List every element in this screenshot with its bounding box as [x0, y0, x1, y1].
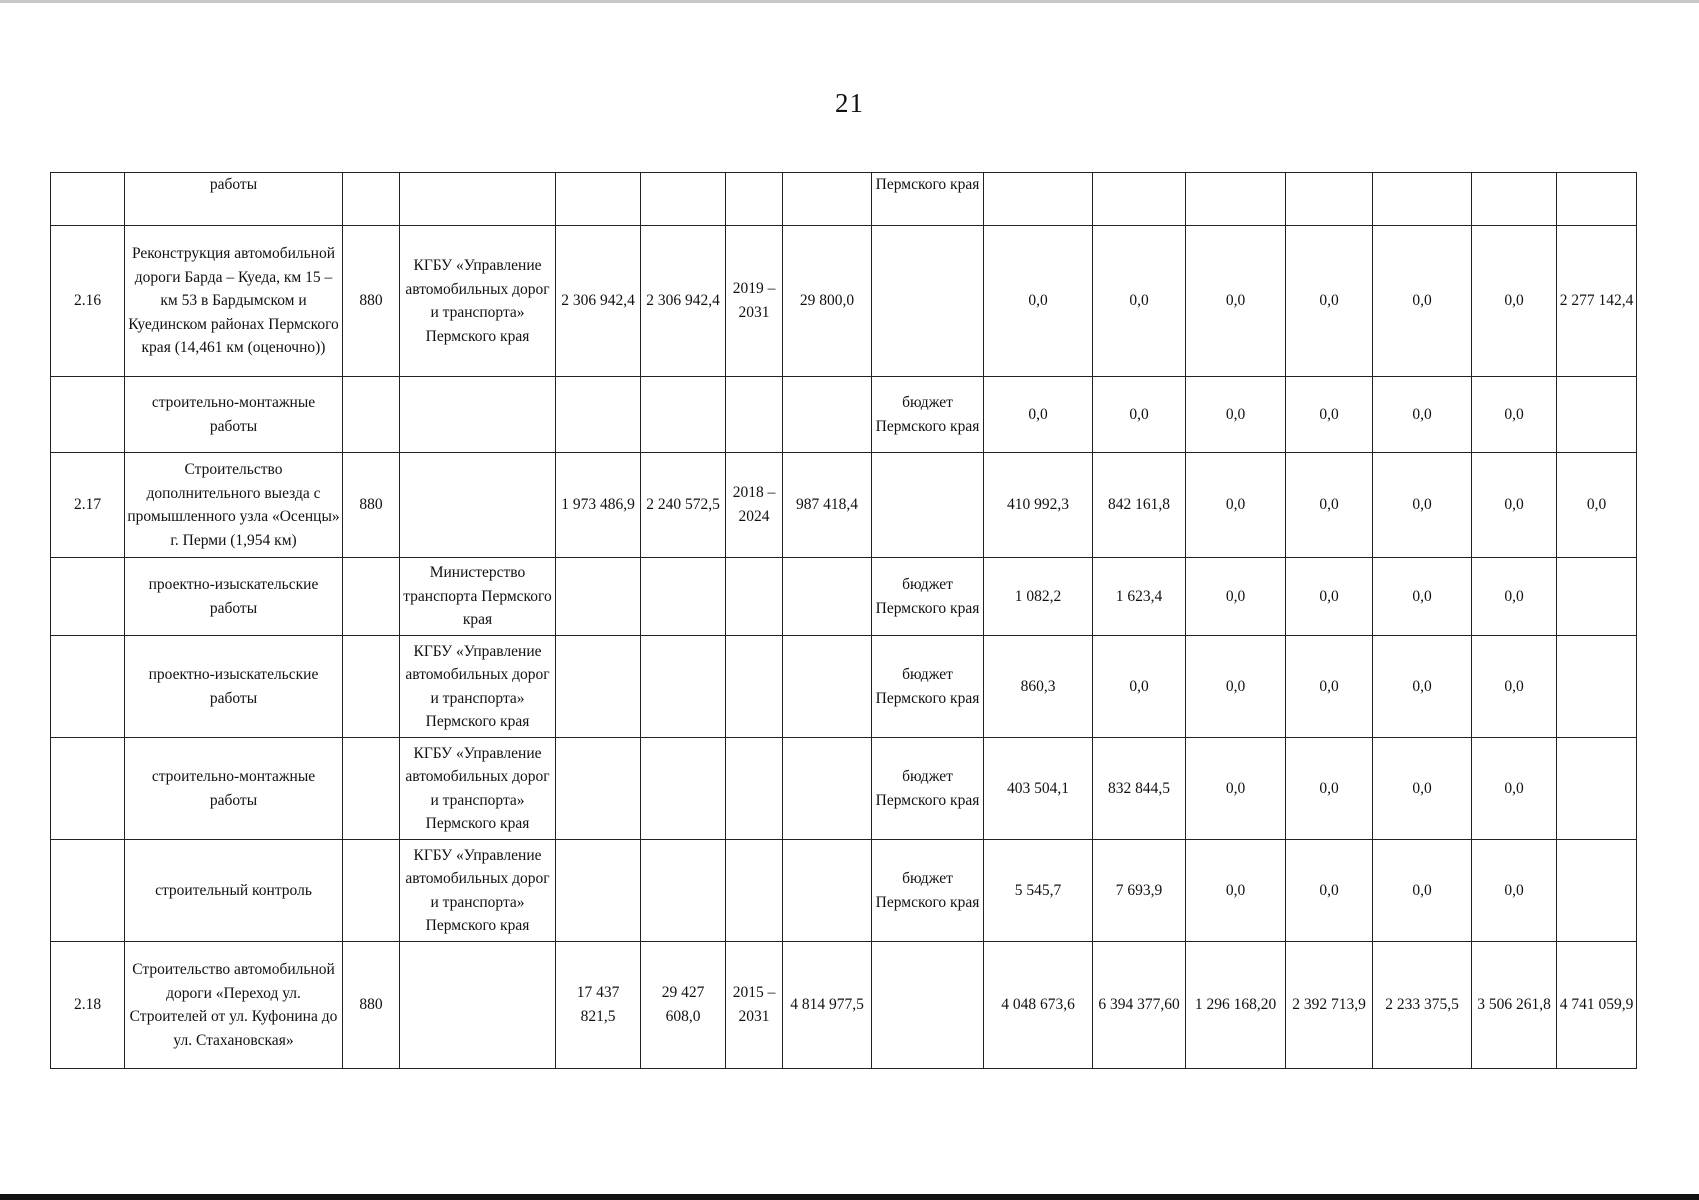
- cell-y7: [1557, 840, 1637, 942]
- page-top-edge: [0, 0, 1699, 3]
- cell-source: бюджет Пермского края: [872, 738, 984, 840]
- budget-table: [50, 172, 1637, 1069]
- cell-prev: [783, 840, 872, 942]
- cell-num: 2.18: [51, 942, 125, 1069]
- cell-y6: 0,0: [1472, 738, 1557, 840]
- cell-cost2: [641, 840, 726, 942]
- cell-source: бюджет Пермского края: [872, 840, 984, 942]
- cell-cost1: [556, 558, 641, 636]
- cell-y2: 0,0: [1093, 377, 1186, 453]
- cell-num: [51, 377, 125, 453]
- cell-y1: 410 992,3: [984, 453, 1093, 558]
- cell-y5: 0,0: [1373, 377, 1472, 453]
- table-row: [51, 942, 1637, 1069]
- cell-y2: 832 844,5: [1093, 738, 1186, 840]
- table-row: [51, 453, 1637, 558]
- cell-y7: [1557, 377, 1637, 453]
- cell-y7: [1557, 738, 1637, 840]
- cell-y1: [984, 173, 1093, 226]
- cell-y3: 0,0: [1186, 226, 1286, 377]
- cell-customer: КГБУ «Управление автомобильных дорог и транспорта» Пермского края: [400, 840, 556, 942]
- cell-y7: [1557, 173, 1637, 226]
- cell-y3: [1186, 173, 1286, 226]
- table-row: [51, 558, 1637, 636]
- cell-cost1: [556, 173, 641, 226]
- cell-num: [51, 558, 125, 636]
- cell-y6: 0,0: [1472, 453, 1557, 558]
- cell-y4: 0,0: [1286, 377, 1373, 453]
- cell-y2: 7 693,9: [1093, 840, 1186, 942]
- cell-code: [343, 173, 400, 226]
- cell-source: бюджет Пермского края: [872, 558, 984, 636]
- cell-source: [872, 453, 984, 558]
- cell-source: [872, 226, 984, 377]
- cell-customer: [400, 173, 556, 226]
- cell-name: проектно-изыскательские работы: [125, 636, 343, 738]
- cell-cost1: 1 973 486,9: [556, 453, 641, 558]
- table-row: [51, 226, 1637, 377]
- cell-cost1: [556, 377, 641, 453]
- page-number: 21: [835, 88, 864, 118]
- cell-cost1: [556, 840, 641, 942]
- cell-source: Пермского края: [872, 173, 984, 226]
- table-row: [51, 636, 1637, 738]
- cell-name: Строительство автомобильной дороги «Переход ул. Строителей от ул. Куфонина до ул. Стахановская»: [125, 942, 343, 1069]
- cell-y5: 0,0: [1373, 453, 1472, 558]
- cell-source: бюджет Пермского края: [872, 377, 984, 453]
- cell-y1: 5 545,7: [984, 840, 1093, 942]
- cell-y4: 0,0: [1286, 558, 1373, 636]
- cell-num: [51, 738, 125, 840]
- cell-y5: 0,0: [1373, 226, 1472, 377]
- table-row: [51, 738, 1637, 840]
- cell-customer: КГБУ «Управление автомобильных дорог и транспорта» Пермского края: [400, 636, 556, 738]
- cell-customer: Министерство транспорта Пермского края: [400, 558, 556, 636]
- cell-y1: 4 048 673,6: [984, 942, 1093, 1069]
- cell-cost2: 2 240 572,5: [641, 453, 726, 558]
- cell-customer: КГБУ «Управление автомобильных дорог и транспорта» Пермского края: [400, 738, 556, 840]
- cell-name: Строительство дополнительного выезда с промышленного узла «Осенцы» г. Перми (1,954 км): [125, 453, 343, 558]
- cell-y3: 1 296 168,20: [1186, 942, 1286, 1069]
- cell-y5: 0,0: [1373, 558, 1472, 636]
- cell-y4: 0,0: [1286, 453, 1373, 558]
- cell-y3: 0,0: [1186, 377, 1286, 453]
- cell-cost1: [556, 636, 641, 738]
- cell-customer: [400, 453, 556, 558]
- cell-num: [51, 840, 125, 942]
- cell-period: [726, 636, 783, 738]
- cell-name: работы: [125, 173, 343, 226]
- cell-customer: [400, 377, 556, 453]
- cell-y2: 0,0: [1093, 226, 1186, 377]
- cell-cost2: [641, 558, 726, 636]
- cell-y1: 0,0: [984, 377, 1093, 453]
- cell-name: строительно-монтажные работы: [125, 738, 343, 840]
- cell-code: [343, 636, 400, 738]
- cell-y4: 2 392 713,9: [1286, 942, 1373, 1069]
- cell-y2: 0,0: [1093, 636, 1186, 738]
- cell-num: [51, 636, 125, 738]
- cell-cost2: [641, 636, 726, 738]
- cell-y5: 0,0: [1373, 840, 1472, 942]
- cell-prev: [783, 377, 872, 453]
- cell-y1: 403 504,1: [984, 738, 1093, 840]
- cell-y4: [1286, 173, 1373, 226]
- cell-y1: 1 082,2: [984, 558, 1093, 636]
- cell-customer: [400, 942, 556, 1069]
- cell-y2: 842 161,8: [1093, 453, 1186, 558]
- cell-prev: 987 418,4: [783, 453, 872, 558]
- cell-name: проектно-изыскательские работы: [125, 558, 343, 636]
- cell-period: [726, 840, 783, 942]
- cell-y3: 0,0: [1186, 636, 1286, 738]
- cell-y2: 6 394 377,60: [1093, 942, 1186, 1069]
- cell-code: [343, 840, 400, 942]
- cell-y4: 0,0: [1286, 636, 1373, 738]
- cell-y7: [1557, 558, 1637, 636]
- cell-name: Реконструкция автомобильной дороги Барда – Куеда, км 15 – км 53 в Бардымском и Куединском районах Пермского края (14,461 км (оценочно)): [125, 226, 343, 377]
- cell-cost2: [641, 738, 726, 840]
- cell-y3: 0,0: [1186, 453, 1286, 558]
- cell-y6: [1472, 173, 1557, 226]
- cell-y3: 0,0: [1186, 738, 1286, 840]
- cell-name: строительный контроль: [125, 840, 343, 942]
- cell-y6: 0,0: [1472, 226, 1557, 377]
- cell-y3: 0,0: [1186, 558, 1286, 636]
- cell-period: 2019 – 2031: [726, 226, 783, 377]
- cell-y6: 0,0: [1472, 636, 1557, 738]
- cell-code: 880: [343, 453, 400, 558]
- cell-period: [726, 173, 783, 226]
- cell-name: строительно-монтажные работы: [125, 377, 343, 453]
- cell-prev: [783, 636, 872, 738]
- cell-num: [51, 173, 125, 226]
- cell-y1: 0,0: [984, 226, 1093, 377]
- cell-customer: КГБУ «Управление автомобильных дорог и транспорта» Пермского края: [400, 226, 556, 377]
- page-bottom-bar: [0, 1194, 1699, 1200]
- table-row: [51, 377, 1637, 453]
- cell-y6: 3 506 261,8: [1472, 942, 1557, 1069]
- cell-cost2: [641, 173, 726, 226]
- cell-code: [343, 377, 400, 453]
- table-row: [51, 840, 1637, 942]
- cell-y6: 0,0: [1472, 840, 1557, 942]
- cell-y2: 1 623,4: [1093, 558, 1186, 636]
- cell-y7: 2 277 142,4: [1557, 226, 1637, 377]
- cell-y4: 0,0: [1286, 738, 1373, 840]
- cell-period: 2018 – 2024: [726, 453, 783, 558]
- cell-period: 2015 – 2031: [726, 942, 783, 1069]
- cell-cost1: [556, 738, 641, 840]
- cell-y3: 0,0: [1186, 840, 1286, 942]
- cell-prev: [783, 558, 872, 636]
- cell-code: [343, 738, 400, 840]
- table-row: [51, 173, 1637, 226]
- cell-code: 880: [343, 226, 400, 377]
- cell-code: 880: [343, 942, 400, 1069]
- cell-y4: 0,0: [1286, 840, 1373, 942]
- cell-y6: 0,0: [1472, 558, 1557, 636]
- cell-y5: 0,0: [1373, 738, 1472, 840]
- cell-num: 2.17: [51, 453, 125, 558]
- cell-code: [343, 558, 400, 636]
- cell-cost1: 17 437 821,5: [556, 942, 641, 1069]
- cell-y5: 2 233 375,5: [1373, 942, 1472, 1069]
- cell-num: 2.16: [51, 226, 125, 377]
- cell-y6: 0,0: [1472, 377, 1557, 453]
- cell-prev: 29 800,0: [783, 226, 872, 377]
- cell-cost1: 2 306 942,4: [556, 226, 641, 377]
- cell-source: бюджет Пермского края: [872, 636, 984, 738]
- cell-source: [872, 942, 984, 1069]
- cell-prev: [783, 738, 872, 840]
- cell-period: [726, 558, 783, 636]
- cell-y1: 860,3: [984, 636, 1093, 738]
- cell-prev: [783, 173, 872, 226]
- cell-y5: 0,0: [1373, 636, 1472, 738]
- cell-period: [726, 738, 783, 840]
- cell-cost2: 29 427 608,0: [641, 942, 726, 1069]
- cell-y7: 4 741 059,9: [1557, 942, 1637, 1069]
- cell-y4: 0,0: [1286, 226, 1373, 377]
- cell-y7: 0,0: [1557, 453, 1637, 558]
- cell-cost2: [641, 377, 726, 453]
- cell-cost2: 2 306 942,4: [641, 226, 726, 377]
- cell-y2: [1093, 173, 1186, 226]
- cell-y7: [1557, 636, 1637, 738]
- cell-y5: [1373, 173, 1472, 226]
- cell-period: [726, 377, 783, 453]
- cell-prev: 4 814 977,5: [783, 942, 872, 1069]
